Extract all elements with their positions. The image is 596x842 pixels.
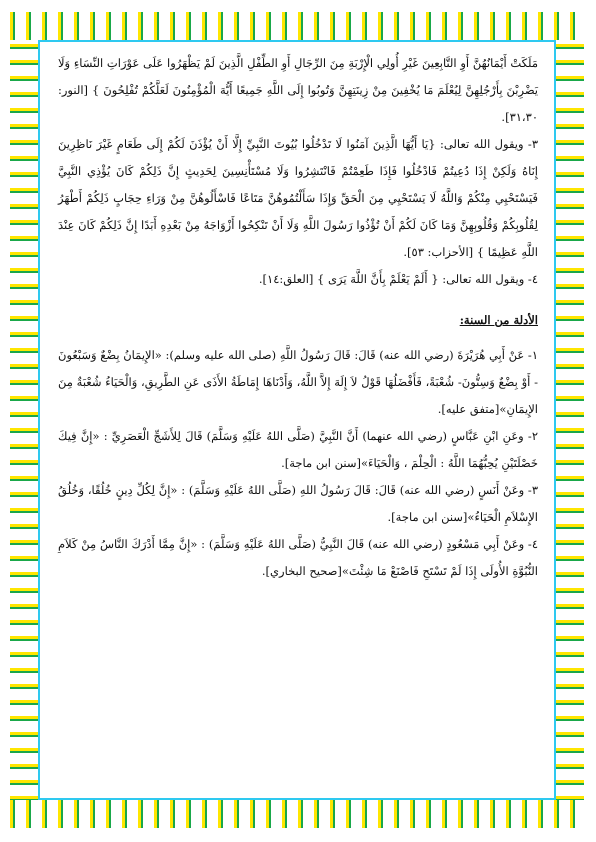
page-content — [58, 50, 538, 585]
verse-alaq: ٤- ويقول الله تعالى: { أَلَمْ يَعْلَمْ بِأَنَّ اللَّهَ يَرَى } [العلق:١٤]. — [258, 272, 538, 286]
hadith-3: ٣- وعَنْ أَنَسٍ (رضي الله عنه) قَالَ: قَالَ رَسُولُ اللهِ (صَلَّى اللهُ عَلَيْهِ وَسَلَّمَ) : «إِنَّ لِكُلِّ دِينٍ خُلُقًا، وَخُلُقُ الإِسْلاَمِ الْحَيَاءُ»[سنن ابن ماجة]. — [58, 483, 538, 524]
verse-ahzab: ٣- ويقول الله تعالى: {يَا أَيُّهَا الَّذِينَ آمَنُوا لَا تَدْخُلُوا بُيُوتَ النَّبِيِّ إِلَّا أَنْ يُؤْذَنَ لَكُمْ إِلَى طَعَامٍ غَيْرَ نَاظِرِينَ إِنَاهُ وَلَكِنْ إِذَا دُعِيتُمْ فَادْخُلُوا فَإِذَا طَعِمْتُمْ فَانْتَشِرُوا وَلَا مُسْتَأْنِسِينَ لِحَدِيثٍ إِنَّ ذَلِكُمْ كَانَ يُؤْذِي النَّبِيَّ فَيَسْتَحْيِي مِنْكُمْ وَاللَّهُ لَا يَسْتَحْيِي مِنَ الْحَقِّ وَإِذَا سَأَلْتُمُوهُنَّ مَتَاعًا فَاسْأَلُوهُنَّ مِنْ وَرَاءِ حِجَابٍ ذَلِكُمْ أَطْهَرُ لِقُلُوبِكُمْ وَقُلُوبِهِنَّ وَمَا كَانَ لَكُمْ أَنْ تُؤْذُوا رَسُولَ اللَّهِ وَلَا أَنْ تَنْكِحُوا أَزْوَاجَهُ مِنْ بَعْدِهِ أَبَدًا إِنَّ ذَلِكُمْ كَانَ عِنْدَ اللَّهِ عَظِيمًا } [الأحزاب: ٥٣]. — [58, 137, 538, 259]
hadith-1: ١- عَنْ أَبِي هُرَيْرَةَ (رضي الله عنه) قَالَ: قَالَ رَسُولُ اللَّهِ (صلى الله عليه وسلم): «الإِيمَانُ بِضْعٌ وَسَبْعُونَ - أَوْ بِضْعٌ وَسِتُّونَ- شُعْبَةً، فَأَفْضَلُهَا قَوْلُ لاَ إِلَهَ إِلاَّ اللَّهُ، وَأَدْنَاهَا إِمَاطَةُ الأَذَى عَنِ الطَّرِيقِ، وَالْحَيَاءُ شُعْبَةٌ مِنَ الإِيمَانِ»[متفق عليه]. — [58, 348, 538, 416]
hadith-4: ٤- وعَنْ أَبِي مَسْعُودٍ (رضي الله عنه) قَالَ النَّبِيُّ (صَلَّى اللهُ عَلَيْهِ وَسَلَّمَ) : «إِنَّ مِمَّا أَدْرَكَ النَّاسُ مِنْ كَلاَمِ النُّبُوَّةِ الأُولَى إِذَا لَمْ تَسْتَحِ فَاصْنَعْ مَا شِئْتَ»[صحيح البخاري]. — [58, 537, 538, 578]
hadith-2: ٢- وعَنِ ابْنِ عَبَّاسٍ (رضي الله عنهما) أَنَّ النَّبِيَّ (صَلَّى اللهُ عَلَيْهِ وَسَلَّمَ) قَالَ لِلأَشَجِّ الْعَصَرِيِّ : «إِنَّ فِيكَ خَصْلَتَيْنِ يُحِبُّهُمَا اللَّهُ : الْحِلْمَ ، وَالْحَيَاءَ»[سنن ابن ماجة]. — [58, 429, 538, 470]
verse-continuation: مَلَكَتْ أَيْمَانُهُنَّ أَوِ التَّابِعِينَ غَيْرِ أُولِي الْإِرْبَةِ مِنَ الرِّجَالِ أَوِ الطِّفْلِ الَّذِينَ لَمْ يَظْهَرُوا عَلَى عَوْرَاتِ النِّسَاءِ وَلَا يَضْرِبْنَ بِأَرْجُلِهِنَّ لِيُعْلَمَ مَا يُخْفِينَ مِنْ زِينَتِهِنَّ وَتُوبُوا إِلَى اللَّهِ جَمِيعًا أَيُّهَ الْمُؤْمِنُونَ لَعَلَّكُمْ تُفْلِحُونَ } [النور: ٣١،٣٠]. — [58, 56, 538, 124]
section-heading: الأدلة من السنة: — [459, 313, 538, 327]
